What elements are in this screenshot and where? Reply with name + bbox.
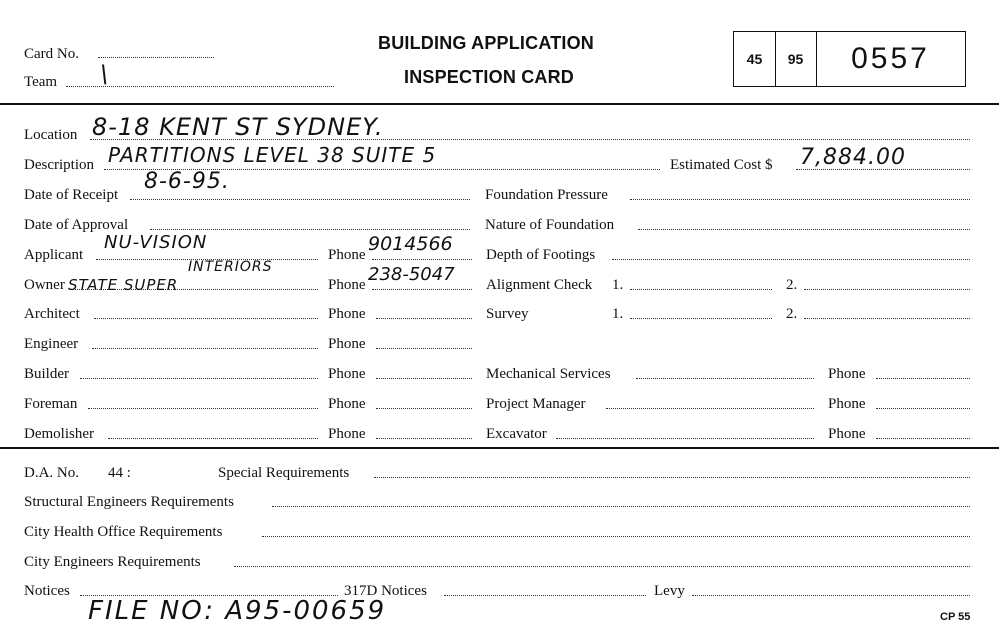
owner-extra-handwritten: INTERIORS <box>188 259 273 275</box>
date-receipt-handwritten: 8-6-95. <box>144 169 230 194</box>
structural-requirements-field[interactable] <box>272 506 970 507</box>
engineer-field[interactable] <box>92 348 318 349</box>
engineer-phone-label: Phone <box>328 336 366 352</box>
health-requirements-field[interactable] <box>262 536 970 537</box>
foundation-pressure-label: Foundation Pressure <box>485 187 608 203</box>
survey-label: Survey <box>486 306 529 322</box>
location-handwritten: 8-18 KENT ST SYDNEY. <box>92 113 384 141</box>
owner-phone-field[interactable] <box>372 289 472 290</box>
builder-label: Builder <box>24 366 69 382</box>
alignment-1-field[interactable] <box>630 289 772 290</box>
estimated-cost-label: Estimated Cost $ <box>670 157 773 173</box>
applicant-phone-label: Phone <box>328 247 366 263</box>
card-no-field[interactable] <box>98 57 214 58</box>
engineer-phone-field[interactable] <box>376 348 472 349</box>
survey-1-field[interactable] <box>630 318 772 319</box>
317d-notices-field[interactable] <box>444 595 646 596</box>
foreman-phone-label: Phone <box>328 396 366 412</box>
alignment-2-field[interactable] <box>804 289 970 290</box>
box-cell-2: 95 <box>775 32 817 86</box>
owner-phone-handwritten: 238-5047 <box>368 264 455 285</box>
nature-foundation-field[interactable] <box>638 229 970 230</box>
excavator-field[interactable] <box>556 438 814 439</box>
date-approval-label: Date of Approval <box>24 217 129 233</box>
applicant-label: Applicant <box>24 247 84 263</box>
special-requirements-field[interactable] <box>374 477 970 478</box>
builder-phone-label: Phone <box>328 366 366 382</box>
details-divider <box>0 447 999 449</box>
builder-field[interactable] <box>80 378 318 379</box>
alignment-2-label: 2. <box>786 277 798 293</box>
applicant-handwritten: NU-VISION <box>104 232 208 253</box>
builder-phone-field[interactable] <box>376 378 472 379</box>
applicant-phone-field[interactable] <box>372 259 472 260</box>
mechanical-services-field[interactable] <box>636 378 814 379</box>
architect-phone-field[interactable] <box>376 318 472 319</box>
date-receipt-label: Date of Receipt <box>24 187 119 203</box>
card-number: 0557 <box>851 42 930 75</box>
description-label: Description <box>24 157 94 173</box>
engineer-label: Engineer <box>24 336 79 352</box>
special-requirements-label: Special Requirements <box>218 465 350 481</box>
team-handwritten: \ <box>100 60 110 88</box>
demolisher-phone-label: Phone <box>328 426 366 442</box>
excavator-phone-field[interactable] <box>876 438 970 439</box>
structural-requirements-label: Structural Engineers Requirements <box>24 494 234 510</box>
project-manager-field[interactable] <box>606 408 814 409</box>
form-title-line1: BUILDING APPLICATION <box>378 33 594 53</box>
mechanical-phone-label: Phone <box>828 366 866 382</box>
foreman-phone-field[interactable] <box>376 408 472 409</box>
project-manager-label: Project Manager <box>486 396 586 412</box>
team-label: Team <box>24 74 58 90</box>
levy-label: Levy <box>654 583 685 599</box>
demolisher-label: Demolisher <box>24 426 94 442</box>
architect-label: Architect <box>24 306 80 322</box>
applicant-phone-handwritten: 9014566 <box>368 233 453 255</box>
architect-phone-label: Phone <box>328 306 366 322</box>
estimated-cost-handwritten: 7,884.00 <box>800 145 906 170</box>
description-handwritten: PARTITIONS LEVEL 38 SUITE 5 <box>108 143 437 167</box>
location-label: Location <box>24 127 78 143</box>
header-divider <box>0 103 999 105</box>
mechanical-services-label: Mechanical Services <box>486 366 611 382</box>
mechanical-phone-field[interactable] <box>876 378 970 379</box>
alignment-check-label: Alignment Check <box>486 277 593 293</box>
foundation-pressure-field[interactable] <box>630 199 970 200</box>
foreman-field[interactable] <box>88 408 318 409</box>
file-number-handwritten: FILE NO: A95-00659 <box>88 596 387 626</box>
box-cell-1: 45 <box>734 32 776 86</box>
date-receipt-field[interactable] <box>130 199 470 200</box>
city-engineers-requirements-field[interactable] <box>234 566 970 567</box>
nature-foundation-label: Nature of Foundation <box>485 217 615 233</box>
da-no-value: 44 : <box>108 465 131 481</box>
demolisher-phone-field[interactable] <box>376 438 472 439</box>
survey-1-label: 1. <box>612 306 624 322</box>
architect-field[interactable] <box>94 318 318 319</box>
demolisher-field[interactable] <box>108 438 318 439</box>
alignment-1-label: 1. <box>612 277 624 293</box>
form-code: CP 55 <box>940 611 971 623</box>
da-no-label: D.A. No. <box>24 465 79 481</box>
notices-label: Notices <box>24 583 70 599</box>
project-manager-phone-field[interactable] <box>876 408 970 409</box>
owner-handwritten: STATE SUPER <box>68 276 179 294</box>
levy-field[interactable] <box>692 595 970 596</box>
excavator-phone-label: Phone <box>828 426 866 442</box>
survey-2-field[interactable] <box>804 318 970 319</box>
foreman-label: Foreman <box>24 396 78 412</box>
survey-2-label: 2. <box>786 306 798 322</box>
form-title-line2: INSPECTION CARD <box>404 67 575 87</box>
health-requirements-label: City Health Office Requirements <box>24 524 223 540</box>
excavator-label: Excavator <box>486 426 547 442</box>
city-engineers-requirements-label: City Engineers Requirements <box>24 554 201 570</box>
owner-label: Owner <box>24 277 65 293</box>
card-no-label: Card No. <box>24 46 79 62</box>
317d-notices-label: 317D Notices <box>344 583 427 599</box>
depth-footings-field[interactable] <box>612 259 970 260</box>
owner-phone-label: Phone <box>328 277 366 293</box>
depth-footings-label: Depth of Footings <box>486 247 596 263</box>
card-number-box <box>733 31 966 87</box>
date-approval-field[interactable] <box>150 229 470 230</box>
project-manager-phone-label: Phone <box>828 396 866 412</box>
